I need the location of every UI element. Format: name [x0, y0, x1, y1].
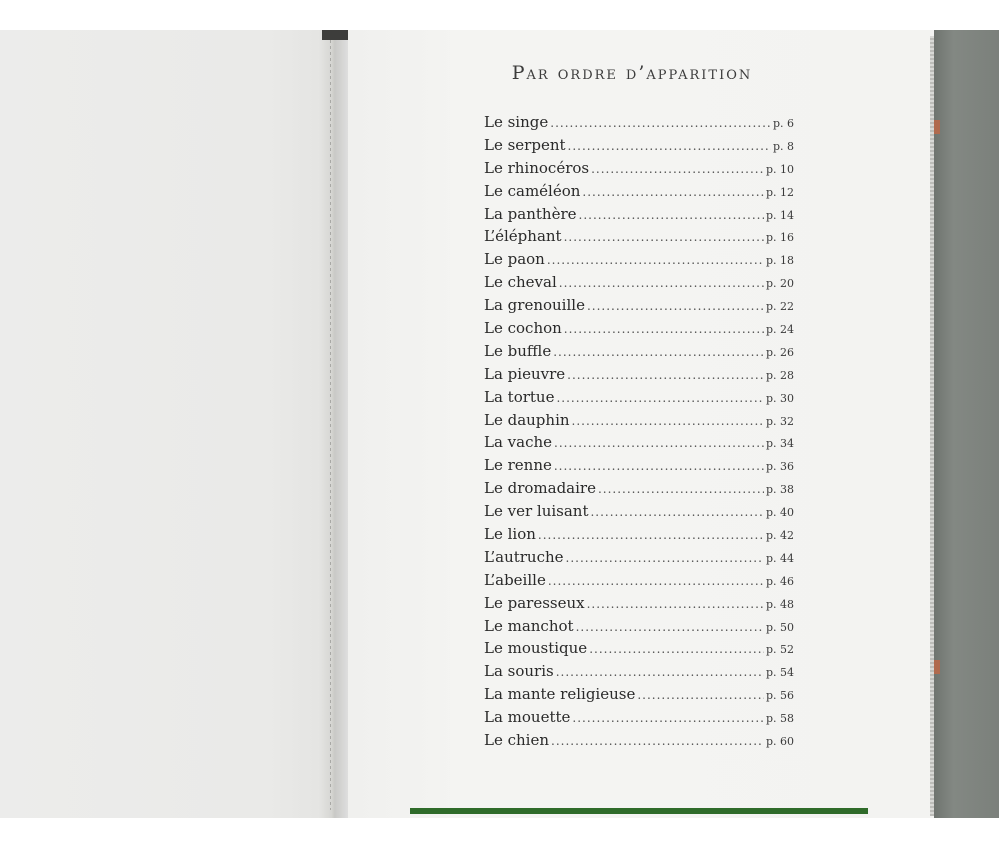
toc-entry-title: La pieuvre [484, 364, 566, 383]
toc-entry-title: Le rhinocéros [484, 158, 590, 177]
toc-entry-page: p. 18 [765, 254, 794, 268]
toc-entry [484, 250, 794, 273]
toc-entry [484, 708, 794, 731]
toc-entry [484, 571, 794, 594]
toc-entry-title: La vache [484, 433, 553, 452]
dot-leader [572, 414, 764, 428]
cover-mark [934, 660, 940, 674]
toc-entry-title: Le dauphin [484, 410, 570, 429]
toc-entry-title: Le buffle [484, 341, 552, 360]
dot-leader [582, 185, 764, 199]
toc-entry [484, 617, 794, 640]
toc-entry-page: p. 26 [765, 345, 794, 359]
toc-entry [484, 731, 794, 754]
toc-entry-page: p. 58 [765, 712, 794, 726]
toc-entry-page: p. 52 [765, 643, 794, 657]
toc-entry-title: La tortue [484, 387, 555, 406]
toc-entry [484, 227, 794, 250]
toc-entry [484, 639, 794, 662]
toc-entry-page: p. 28 [765, 368, 794, 382]
toc-entry-title: Le chien [484, 731, 550, 750]
toc-entry-title: La mante religieuse [484, 685, 636, 704]
dot-leader [568, 139, 771, 153]
background-bottom [0, 818, 999, 849]
toc-entry-title: Le renne [484, 456, 552, 475]
dot-leader [556, 665, 764, 679]
toc-entry [484, 319, 794, 342]
toc-entry [484, 594, 794, 617]
table-of-contents [484, 113, 794, 754]
toc-entry-title: L’abeille [484, 570, 546, 589]
dot-leader [559, 276, 764, 290]
toc-entry-title: Le ver luisant [484, 502, 589, 521]
dot-leader [572, 711, 764, 725]
toc-entry [484, 273, 794, 296]
toc-entry [484, 388, 794, 411]
dot-leader [553, 345, 764, 359]
toc-entry-title: Le manchot [484, 616, 574, 635]
dot-leader [548, 574, 764, 588]
toc-entry-page: p. 56 [765, 689, 794, 703]
dot-leader [564, 230, 764, 244]
toc-entry [484, 113, 794, 136]
toc-entry-title: Le paon [484, 250, 545, 269]
toc-entry-title: La mouette [484, 708, 571, 727]
toc-entry-title: Le cheval [484, 273, 557, 292]
dot-leader [590, 505, 763, 519]
toc-entry-page: p. 12 [765, 185, 794, 199]
toc-entry-page: p. 38 [765, 483, 794, 497]
toc-entry-title: La panthère [484, 204, 577, 223]
green-rule [410, 808, 868, 814]
toc-entry [484, 525, 794, 548]
toc-entry [484, 433, 794, 456]
toc-entry [484, 662, 794, 685]
gutter-stitching [330, 40, 331, 810]
toc-entry-page: p. 8 [772, 139, 794, 153]
toc-entry [484, 342, 794, 365]
toc-entry-title: Le dromadaire [484, 479, 596, 498]
toc-entry-title: La grenouille [484, 296, 585, 315]
dot-leader [556, 391, 763, 405]
toc-entry-page: p. 24 [765, 323, 794, 337]
toc-entry [484, 456, 794, 479]
toc-entry [484, 411, 794, 434]
dot-leader [579, 208, 764, 222]
dot-leader [551, 734, 764, 748]
dot-leader [566, 551, 764, 565]
toc-entry-page: p. 48 [765, 597, 794, 611]
dot-leader [576, 620, 764, 634]
toc-entry-title: Le paresseux [484, 593, 585, 612]
toc-entry-page: p. 22 [765, 300, 794, 314]
left-page [0, 30, 334, 818]
toc-entry-title: Le serpent [484, 135, 566, 154]
toc-entry-page: p. 54 [765, 666, 794, 680]
toc-entry [484, 365, 794, 388]
dot-leader [550, 116, 771, 130]
toc-entry-page: p. 32 [765, 414, 794, 428]
book-gutter [318, 30, 348, 818]
cover-mark [934, 120, 940, 134]
dot-leader [554, 436, 764, 450]
toc-entry-page: p. 10 [765, 162, 794, 176]
toc-entry-title: Le cochon [484, 319, 562, 338]
dot-leader [587, 299, 764, 313]
toc-entry-page: p. 6 [772, 117, 794, 130]
toc-entry-page: p. 20 [765, 277, 794, 291]
toc-entry-page: p. 44 [765, 551, 794, 565]
dot-leader [637, 688, 764, 702]
dot-leader [547, 253, 764, 267]
toc-entry-title: Le singe [484, 113, 549, 131]
toc-entry-page: p. 34 [765, 437, 794, 451]
dot-leader [587, 597, 764, 611]
toc-entry [484, 548, 794, 571]
toc-entry-page: p. 14 [765, 208, 794, 222]
toc-entry-page: p. 40 [765, 506, 794, 520]
dot-leader [554, 459, 764, 473]
toc-entry [484, 502, 794, 525]
toc-entry-page: p. 30 [765, 391, 794, 405]
dot-leader [591, 162, 764, 176]
toc-entry-title: Le caméléon [484, 181, 581, 200]
toc-entry-title: Le lion [484, 525, 536, 544]
toc-entry-page: p. 60 [765, 735, 794, 749]
dot-leader [567, 368, 764, 382]
toc-entry [484, 685, 794, 708]
toc-entry [484, 182, 794, 205]
toc-entry [484, 136, 794, 159]
toc-entry-page: p. 50 [765, 620, 794, 634]
toc-entry-page: p. 42 [765, 529, 794, 543]
toc-entry-page: p. 16 [765, 231, 794, 245]
toc-entry [484, 296, 794, 319]
toc-entry-title: L’éléphant [484, 227, 562, 246]
toc-entry-title: L’autruche [484, 547, 564, 566]
dot-leader [598, 482, 764, 496]
toc-entry-page: p. 46 [765, 574, 794, 588]
dot-leader [564, 322, 764, 336]
background-top [0, 0, 999, 30]
toc-entry [484, 479, 794, 502]
toc-entry [484, 205, 794, 228]
toc-entry-title: Le moustique [484, 639, 588, 658]
toc-entry-page: p. 36 [765, 460, 794, 474]
book-cover [934, 30, 999, 818]
dot-leader [589, 642, 764, 656]
toc-entry [484, 159, 794, 182]
dot-leader [538, 528, 764, 542]
toc-heading: Par ordre d’apparition [511, 62, 753, 84]
toc-entry-title: La souris [484, 662, 554, 681]
